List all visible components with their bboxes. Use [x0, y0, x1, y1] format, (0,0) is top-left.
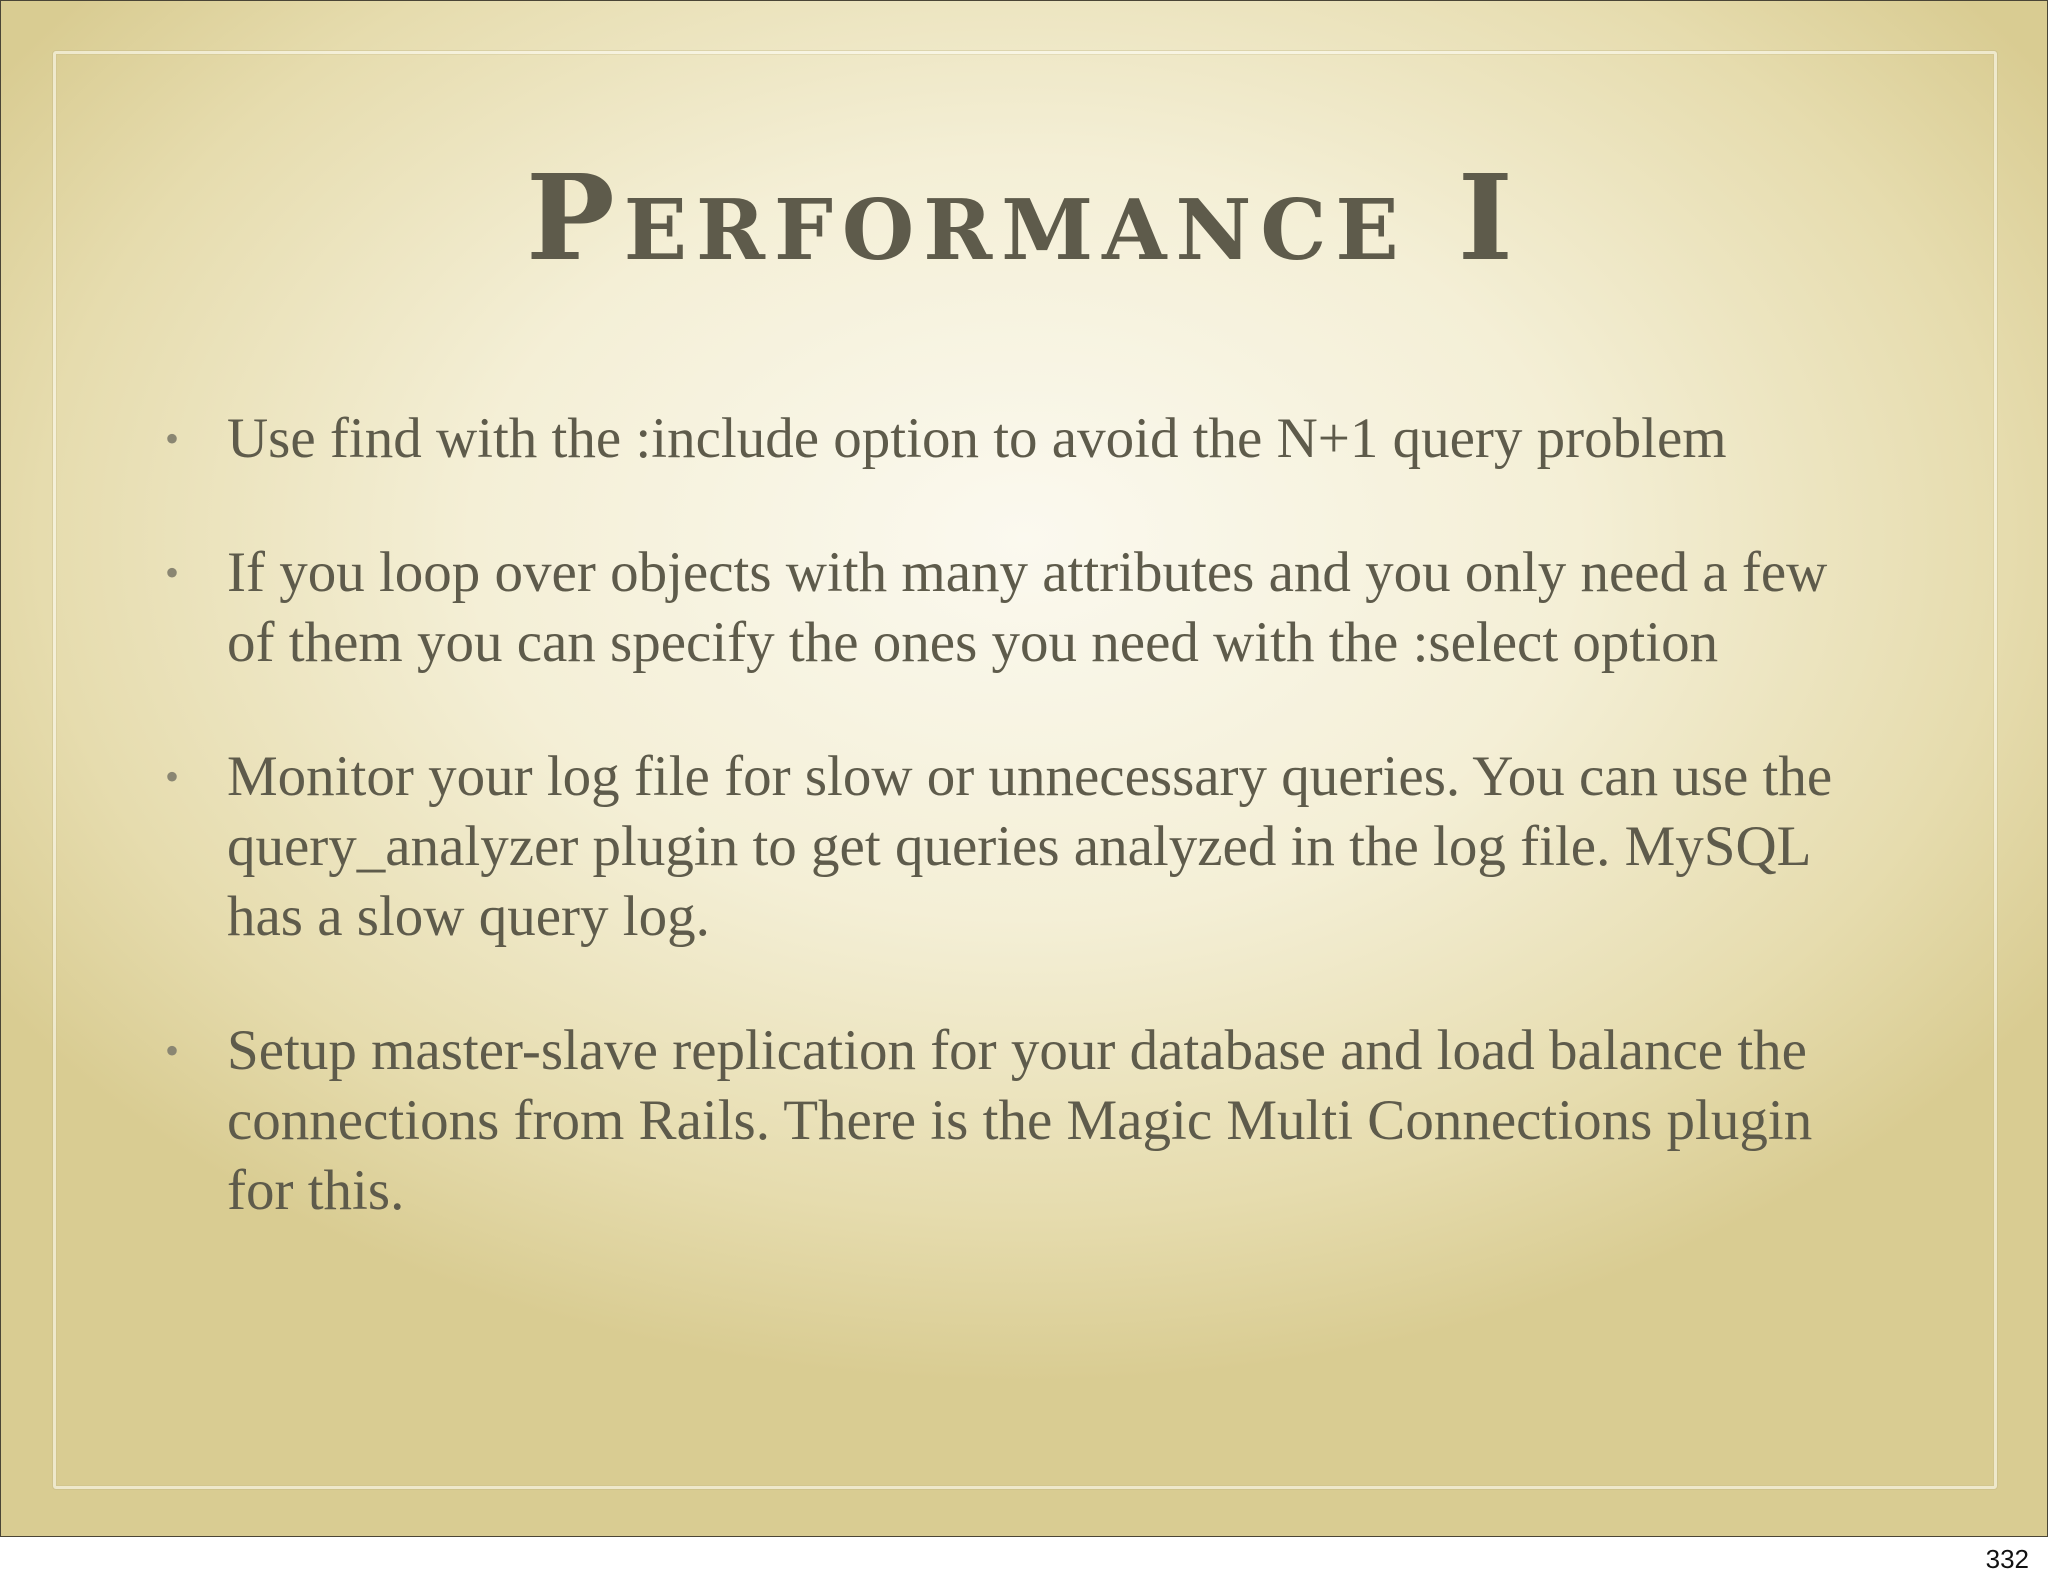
- bullet-text: If you loop over objects with many attributes and you only need a few of them you can specify the ones you need with the :select option: [227, 541, 1828, 674]
- bullet-dot-icon: •: [165, 754, 180, 799]
- bullet-dot-icon: •: [165, 550, 180, 595]
- bullet-item: [161, 742, 1881, 952]
- bullet-item: [161, 1016, 1881, 1226]
- bullet-dot-icon: •: [165, 1028, 180, 1073]
- bullet-list: [161, 404, 1881, 1290]
- bullet-item: [161, 404, 1881, 474]
- bullet-text: Use find with the :include option to avoid the N+1 query problem: [227, 407, 1727, 470]
- bullet-dot-icon: •: [165, 416, 180, 461]
- bullet-item: [161, 538, 1881, 678]
- slide-title: Performance I: [526, 148, 1522, 287]
- page-number: 332: [1985, 1544, 2029, 1574]
- bullet-text: Setup master-slave replication for your database and load balance the connections from Rails. There is the Magic Multi Connections plugin for this.: [227, 1019, 1813, 1222]
- bullet-text: Monitor your log file for slow or unnecessary queries. You can use the query_analyzer plugin to get queries analyzed in the log file. MySQL has a slow query log.: [227, 745, 1833, 948]
